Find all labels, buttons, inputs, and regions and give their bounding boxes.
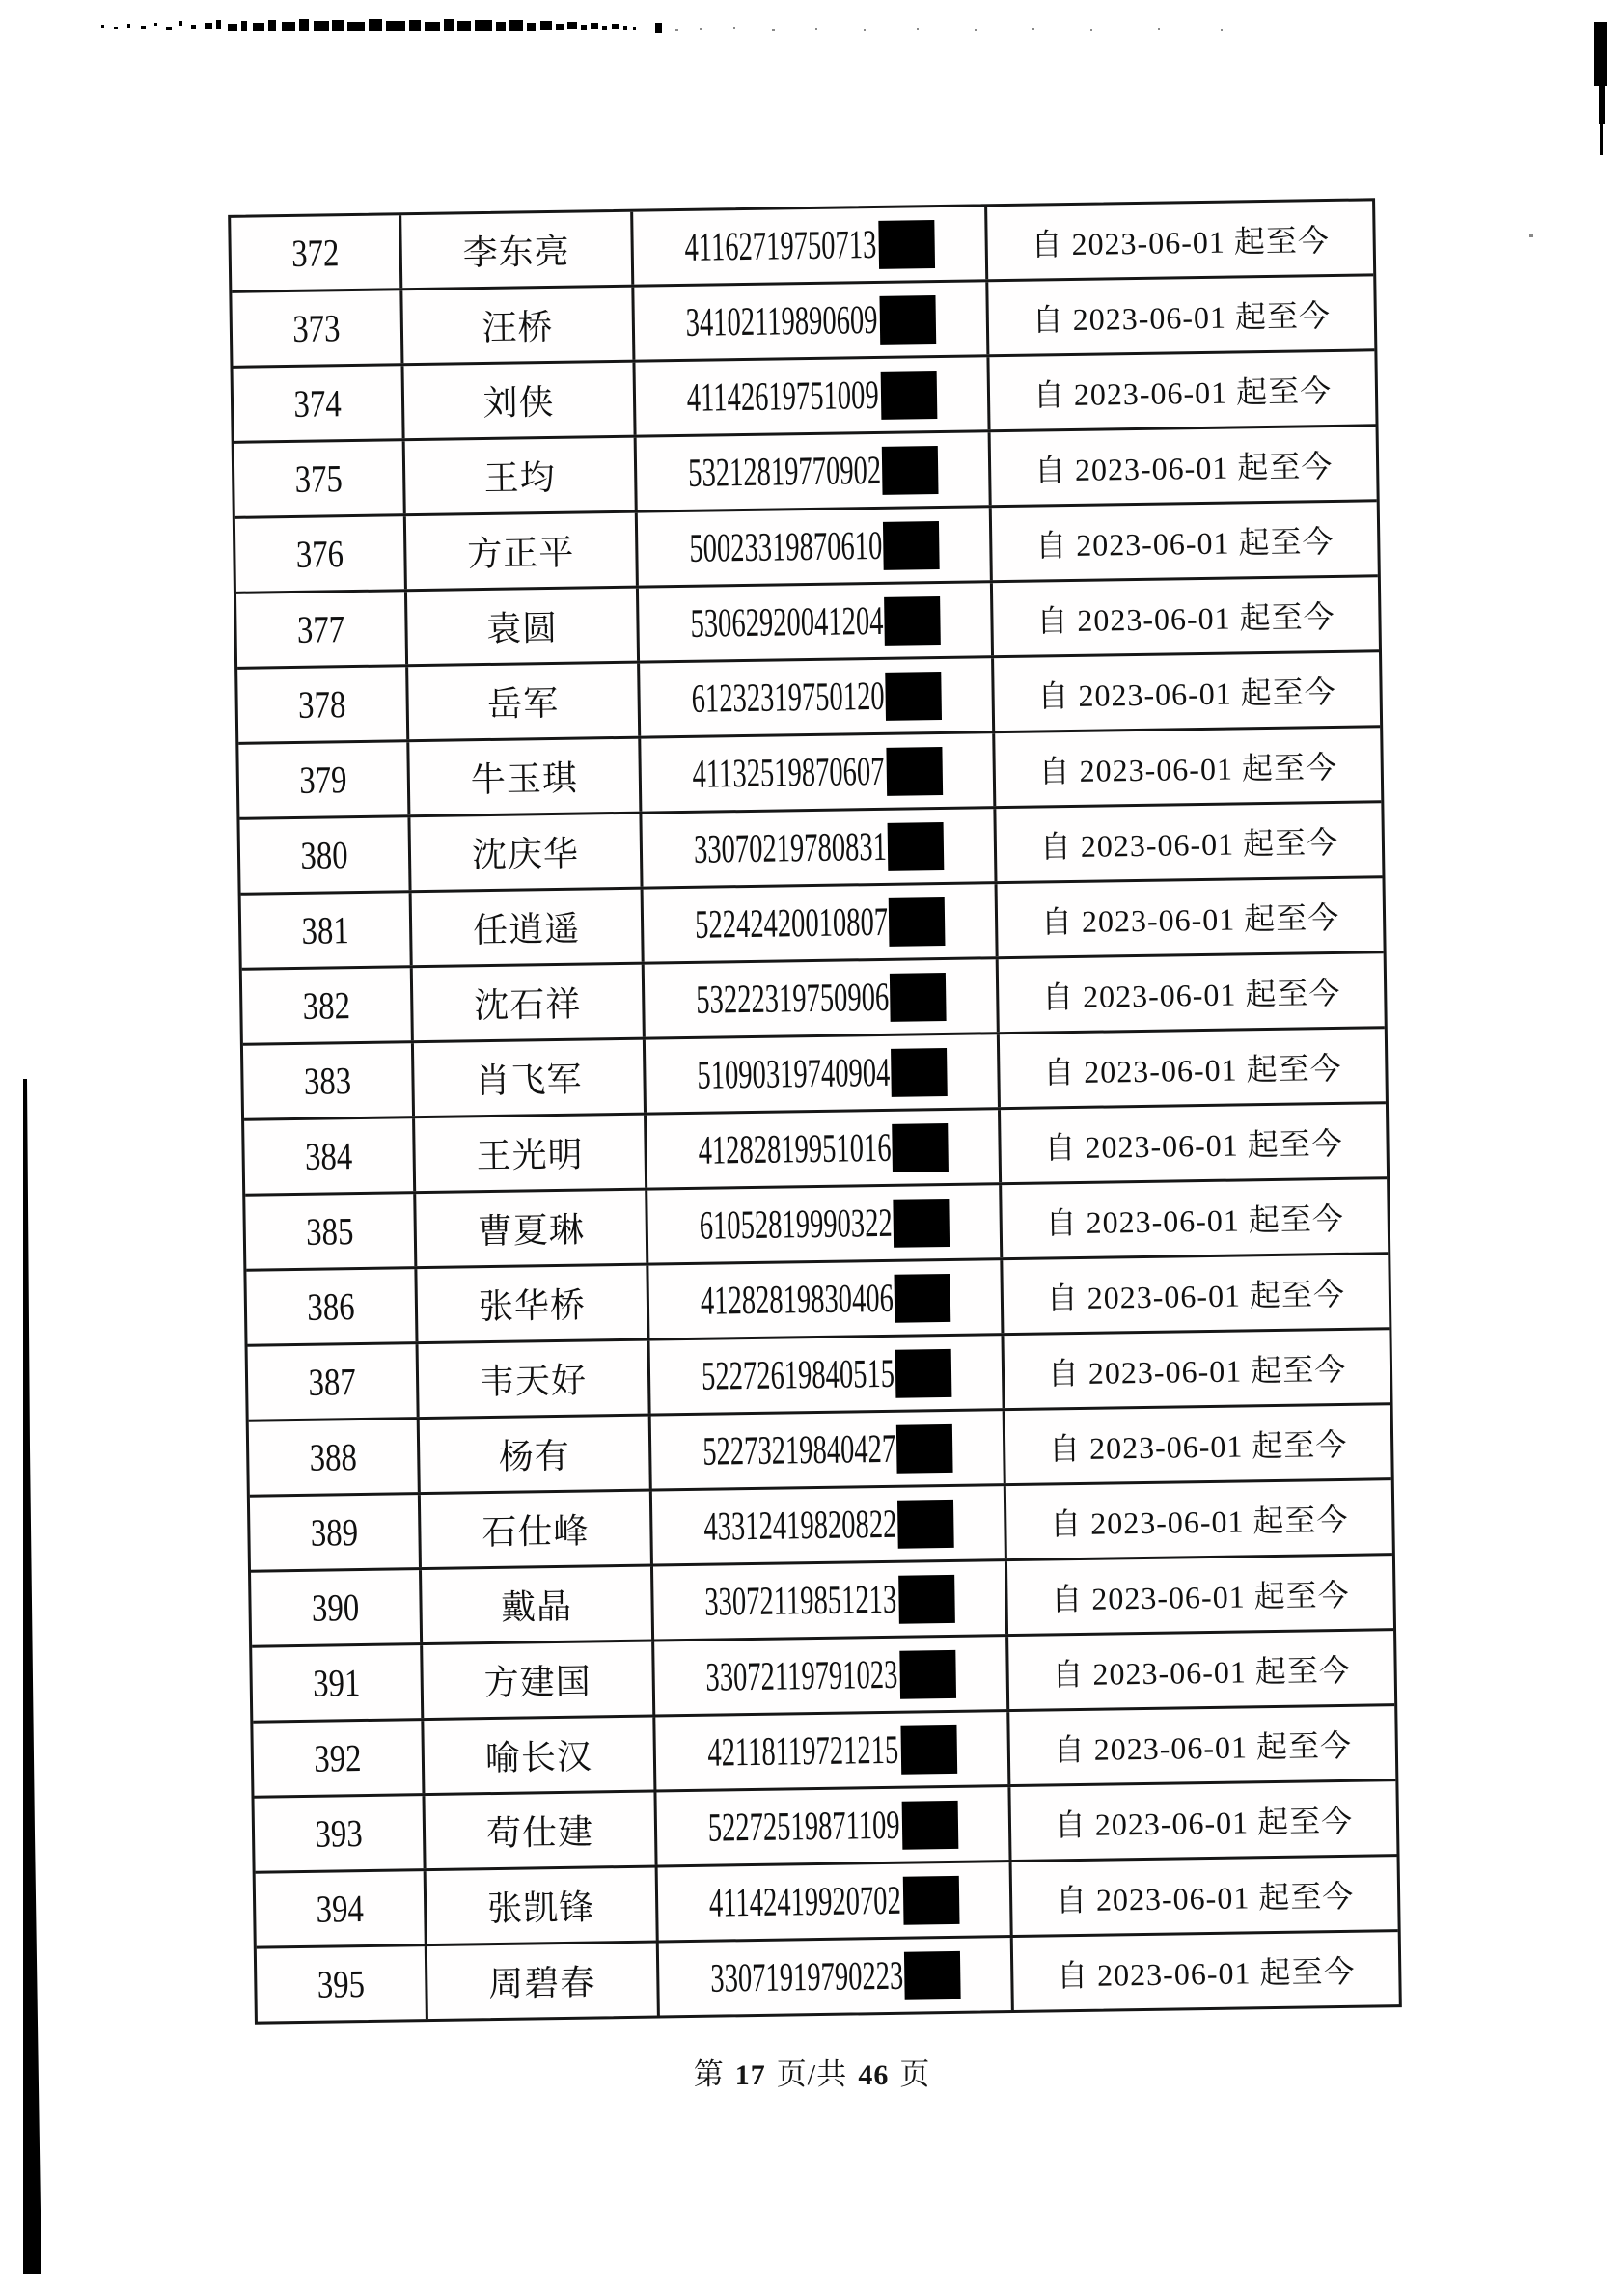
redaction-box: [882, 521, 939, 570]
footer-page-number: 17: [734, 2059, 766, 2091]
row-number: 388: [309, 1435, 358, 1479]
id-number-wrap: [702, 1425, 895, 1475]
id-cell: [650, 1336, 1005, 1413]
person-name: 喻长汉: [484, 1737, 593, 1779]
period-text: 自 2023-06-01 起至今: [1044, 1125, 1343, 1165]
redaction-box: [886, 747, 943, 796]
id-cell: [638, 508, 993, 585]
id-number: 52242420010807: [694, 899, 888, 948]
row-number-cell: [241, 893, 413, 968]
name-cell: [413, 965, 646, 1041]
row-number-cell: [244, 1118, 416, 1194]
id-cell: [647, 1185, 1003, 1262]
id-number: 41162719750713: [684, 222, 877, 270]
redaction-box: [879, 295, 936, 345]
name-cell: [408, 664, 641, 740]
id-number-wrap: [699, 1200, 893, 1249]
period-cell: [995, 728, 1381, 806]
redaction-box: [900, 1724, 957, 1774]
redaction-box: [878, 220, 935, 269]
id-cell: [648, 1260, 1004, 1338]
redaction-box: [896, 1499, 953, 1548]
name-cell: [416, 1191, 648, 1267]
person-name: 周碧春: [488, 1963, 596, 2004]
row-number-cell: [257, 1946, 428, 2022]
id-number: 61232319750120: [690, 674, 885, 722]
name-cell: [423, 1642, 655, 1719]
person-name: 石仕峰: [482, 1511, 590, 1553]
name-cell: [409, 739, 642, 815]
row-number-cell: [235, 516, 407, 592]
right-edge-line-thin: [1600, 124, 1603, 155]
id-number: 33072119791023: [705, 1652, 898, 1700]
period-text: 自 2023-06-01 起至今: [1031, 222, 1331, 262]
footer-total-pages: 46: [858, 2059, 890, 2091]
row-number-cell: [232, 290, 403, 366]
person-name: 汪桥: [482, 307, 554, 348]
period-text: 自 2023-06-01 起至今: [1042, 1050, 1342, 1089]
person-name: 王光明: [476, 1135, 584, 1176]
period-cell: [993, 577, 1379, 655]
id-cell: [645, 959, 1000, 1036]
redaction-box: [892, 1122, 949, 1172]
period-text: 自 2023-06-01 起至今: [1051, 1577, 1350, 1616]
row-number-cell: [238, 742, 410, 817]
row-number: 393: [315, 1811, 363, 1856]
period-cell: [1001, 1104, 1387, 1182]
id-number: 52272619840515: [701, 1351, 895, 1399]
name-cell: [427, 1868, 659, 1944]
redaction-box: [903, 1950, 960, 1999]
name-cell: [402, 288, 635, 364]
redaction-box: [894, 1273, 950, 1322]
period-text: 自 2023-06-01 起至今: [1036, 598, 1335, 639]
person-name: 沈庆华: [471, 834, 580, 875]
redaction-box: [881, 446, 938, 495]
name-cell: [419, 1341, 651, 1418]
row-number-cell: [243, 1043, 415, 1118]
name-cell: [415, 1116, 647, 1192]
person-name: 刘侠: [482, 382, 555, 424]
period-text: 自 2023-06-01 起至今: [1048, 1426, 1348, 1466]
person-name: 杨有: [498, 1436, 571, 1476]
name-cell: [405, 438, 638, 514]
row-number-cell: [252, 1645, 424, 1721]
row-number: 383: [303, 1059, 352, 1103]
id-number: 61052819990322: [698, 1200, 893, 1249]
row-number-cell: [236, 592, 408, 667]
id-number-wrap: [685, 296, 879, 345]
period-cell: [1002, 1179, 1388, 1257]
id-number-wrap: [707, 1802, 901, 1851]
person-name: 方建国: [483, 1662, 592, 1703]
id-cell: [656, 1787, 1011, 1864]
id-number-wrap: [693, 823, 887, 872]
row-number: 386: [307, 1284, 355, 1329]
footer-suffix: 页: [899, 2057, 931, 2091]
id-number: 42118119721215: [707, 1727, 899, 1776]
row-number: 377: [296, 607, 345, 651]
row-number-cell: [234, 441, 406, 516]
period-text: 自 2023-06-01 起至今: [1039, 824, 1339, 865]
id-number-wrap: [709, 1952, 903, 2001]
redaction-box: [888, 896, 945, 946]
id-cell: [647, 1110, 1002, 1187]
row-number-cell: [248, 1344, 420, 1420]
person-name: 沈石祥: [474, 984, 582, 1026]
period-cell: [1000, 1029, 1386, 1107]
row-number-cell: [237, 667, 409, 742]
redaction-box: [885, 672, 942, 721]
id-number-wrap: [703, 1501, 897, 1550]
period-cell: [988, 276, 1374, 354]
name-cell: [403, 363, 636, 439]
period-text: 自 2023-06-01 起至今: [1040, 899, 1340, 939]
redaction-box: [901, 1800, 958, 1849]
id-number-wrap: [704, 1576, 898, 1625]
row-number: 390: [311, 1586, 360, 1630]
period-cell: [1007, 1556, 1393, 1634]
id-number-wrap: [688, 522, 882, 571]
period-cell: [1005, 1405, 1391, 1483]
id-cell: [646, 1034, 1001, 1112]
period-text: 自 2023-06-01 起至今: [1041, 975, 1341, 1014]
person-name: 曹夏琳: [477, 1210, 586, 1252]
id-number: 33071919790223: [709, 1953, 904, 2001]
id-cell: [655, 1712, 1010, 1789]
person-name: 肖飞军: [475, 1060, 583, 1101]
row-number: 380: [300, 833, 348, 877]
id-cell: [658, 1862, 1013, 1940]
period-cell: [1008, 1631, 1394, 1709]
period-cell: [1010, 1781, 1396, 1860]
row-number-cell: [256, 1871, 427, 1946]
row-number-cell: [255, 1796, 427, 1871]
period-cell: [1003, 1255, 1389, 1333]
records-table: [228, 198, 1402, 2024]
id-cell: [640, 658, 995, 735]
id-cell: [641, 733, 996, 811]
name-cell: [410, 814, 643, 891]
id-number-wrap: [700, 1275, 894, 1324]
id-number-wrap: [684, 221, 878, 270]
person-name: 张凯锋: [486, 1888, 595, 1929]
period-cell: [987, 201, 1373, 279]
person-name: 张华桥: [478, 1285, 587, 1327]
period-text: 自 2023-06-01 起至今: [1038, 749, 1338, 789]
id-number-wrap: [692, 748, 886, 797]
row-number-cell: [246, 1269, 418, 1344]
id-cell: [653, 1561, 1008, 1639]
period-text: 自 2023-06-01 起至今: [1034, 523, 1335, 564]
id-cell: [633, 207, 988, 284]
person-name: 方正平: [467, 533, 575, 574]
row-number-cell: [245, 1194, 417, 1269]
period-text: 自 2023-06-01 起至今: [1046, 1276, 1346, 1315]
row-number-cell: [253, 1721, 425, 1796]
period-text: 自 2023-06-01 起至今: [1047, 1351, 1347, 1391]
person-name: 韦天好: [479, 1361, 588, 1402]
right-edge-line-mid: [1599, 86, 1605, 124]
id-number: 41282819830406: [700, 1276, 894, 1324]
row-number: 385: [305, 1209, 354, 1254]
period-text: 自 2023-06-01 起至今: [1045, 1200, 1345, 1240]
id-cell: [659, 1938, 1014, 2015]
person-name: 王均: [483, 457, 557, 499]
id-number-wrap: [691, 673, 885, 722]
id-number: 53062920041204: [689, 598, 884, 647]
period-text: 自 2023-06-01 起至今: [1056, 1953, 1356, 1993]
name-cell: [412, 890, 645, 966]
id-cell: [639, 583, 994, 660]
id-number: 51090319740904: [696, 1050, 891, 1098]
id-number: 43312419820822: [702, 1502, 897, 1550]
person-name: 任逍遥: [472, 909, 581, 951]
speck: [1529, 234, 1533, 237]
name-cell: [421, 1492, 653, 1568]
id-number-wrap: [695, 974, 889, 1023]
id-number: 50023319870610: [688, 523, 883, 571]
period-text: 自 2023-06-01 起至今: [1037, 674, 1337, 714]
name-cell: [427, 1943, 660, 2019]
person-name: 李东亮: [462, 232, 571, 273]
redaction-box: [884, 596, 941, 646]
period-text: 自 2023-06-01 起至今: [1032, 372, 1333, 413]
period-text: 自 2023-06-01 起至今: [1032, 297, 1332, 338]
period-cell: [992, 502, 1378, 580]
redaction-box: [893, 1198, 950, 1247]
id-number: 53222319750906: [695, 975, 890, 1023]
id-number-wrap: [697, 1049, 891, 1098]
name-cell: [424, 1718, 656, 1794]
id-number-wrap: [687, 447, 881, 496]
id-cell: [637, 432, 992, 510]
id-number: 41142419920702: [708, 1878, 902, 1926]
redaction-box: [887, 822, 944, 871]
id-cell: [642, 809, 997, 886]
row-number: 381: [301, 908, 350, 952]
period-cell: [1009, 1706, 1395, 1784]
person-name: 牛玉琪: [470, 758, 579, 800]
id-cell: [652, 1486, 1007, 1563]
redaction-box: [902, 1875, 959, 1924]
row-number-cell: [231, 215, 402, 290]
row-number-cell: [249, 1420, 421, 1495]
name-cell: [406, 513, 639, 590]
row-number-cell: [250, 1495, 422, 1570]
id-number: 41282819951016: [697, 1125, 892, 1173]
period-text: 自 2023-06-01 起至今: [1049, 1502, 1349, 1541]
id-number-wrap: [690, 597, 884, 647]
period-text: 自 2023-06-01 起至今: [1033, 448, 1334, 488]
name-cell: [420, 1417, 652, 1493]
name-cell: [401, 212, 634, 289]
row-number: 382: [302, 983, 351, 1028]
row-number: 391: [312, 1661, 361, 1705]
period-text: 自 2023-06-01 起至今: [1054, 1803, 1354, 1842]
redaction-box: [895, 1348, 951, 1397]
page-footer: [0, 2050, 1624, 2093]
person-name: 苟仕建: [485, 1812, 594, 1854]
row-number-cell: [242, 968, 414, 1043]
id-number: 33072119851213: [704, 1577, 897, 1625]
id-number: 53212819770902: [687, 448, 881, 496]
name-cell: [422, 1567, 654, 1643]
name-cell: [417, 1266, 649, 1342]
id-cell: [654, 1637, 1009, 1714]
row-number: 375: [294, 456, 344, 501]
row-number: 379: [298, 758, 347, 802]
id-number: 52273219840427: [702, 1426, 895, 1475]
person-name: 戴晶: [500, 1586, 573, 1627]
id-number: 34102119890609: [685, 297, 879, 345]
id-number-wrap: [708, 1877, 902, 1926]
period-cell: [991, 427, 1377, 505]
row-number: 378: [297, 682, 346, 727]
redaction-box: [891, 1047, 948, 1096]
redaction-box: [895, 1423, 952, 1473]
id-number: 41142619751009: [686, 372, 880, 421]
redaction-box: [880, 371, 937, 420]
id-cell: [634, 282, 989, 359]
row-number: 392: [313, 1736, 362, 1780]
name-cell: [407, 589, 640, 665]
id-number-wrap: [701, 1350, 895, 1399]
row-number: 374: [293, 381, 342, 426]
name-cell: [425, 1793, 657, 1869]
person-name: 岳军: [486, 683, 560, 724]
id-cell: [635, 357, 990, 434]
row-number: 395: [317, 1962, 366, 2006]
id-number-wrap: [698, 1124, 892, 1173]
period-cell: [994, 652, 1380, 731]
period-text: 自 2023-06-01 起至今: [1055, 1878, 1355, 1917]
footer-prefix: 第: [693, 2057, 725, 2091]
id-number: 33070219780831: [693, 824, 887, 872]
period-text: 自 2023-06-01 起至今: [1052, 1652, 1352, 1692]
id-number-wrap: [686, 372, 880, 421]
period-cell: [989, 351, 1375, 429]
row-number: 394: [316, 1887, 365, 1931]
period-cell: [996, 803, 1382, 881]
left-edge-streak: [23, 1079, 41, 2274]
redaction-box: [898, 1574, 955, 1623]
period-cell: [999, 953, 1385, 1032]
period-text: 自 2023-06-01 起至今: [1053, 1727, 1353, 1767]
period-cell: [1013, 1932, 1399, 2010]
name-cell: [414, 1040, 647, 1117]
row-number-cell: [234, 366, 405, 441]
id-cell: [644, 884, 999, 961]
right-edge-line-thick: [1594, 22, 1607, 86]
row-number: 373: [291, 306, 341, 350]
row-number: 387: [308, 1360, 357, 1404]
footer-separator: 页/共: [776, 2057, 848, 2091]
row-number-cell: [251, 1570, 423, 1645]
period-cell: [1006, 1480, 1392, 1558]
row-number-cell: [239, 817, 411, 893]
id-number-wrap: [694, 898, 888, 948]
redaction-box: [889, 972, 946, 1021]
row-number: 372: [290, 231, 340, 275]
person-name: 袁圆: [485, 608, 559, 648]
row-number: 376: [295, 532, 344, 576]
row-number: 389: [310, 1510, 359, 1555]
period-cell: [1012, 1857, 1398, 1935]
id-number-wrap: [706, 1726, 900, 1776]
id-number: 41132519870607: [692, 749, 886, 797]
id-cell: [651, 1411, 1006, 1488]
period-cell: [998, 878, 1384, 956]
redaction-box: [899, 1649, 956, 1698]
id-number-wrap: [705, 1651, 899, 1700]
row-number: 384: [304, 1134, 353, 1178]
id-number: 52272519871109: [707, 1803, 901, 1851]
period-cell: [1004, 1330, 1390, 1408]
